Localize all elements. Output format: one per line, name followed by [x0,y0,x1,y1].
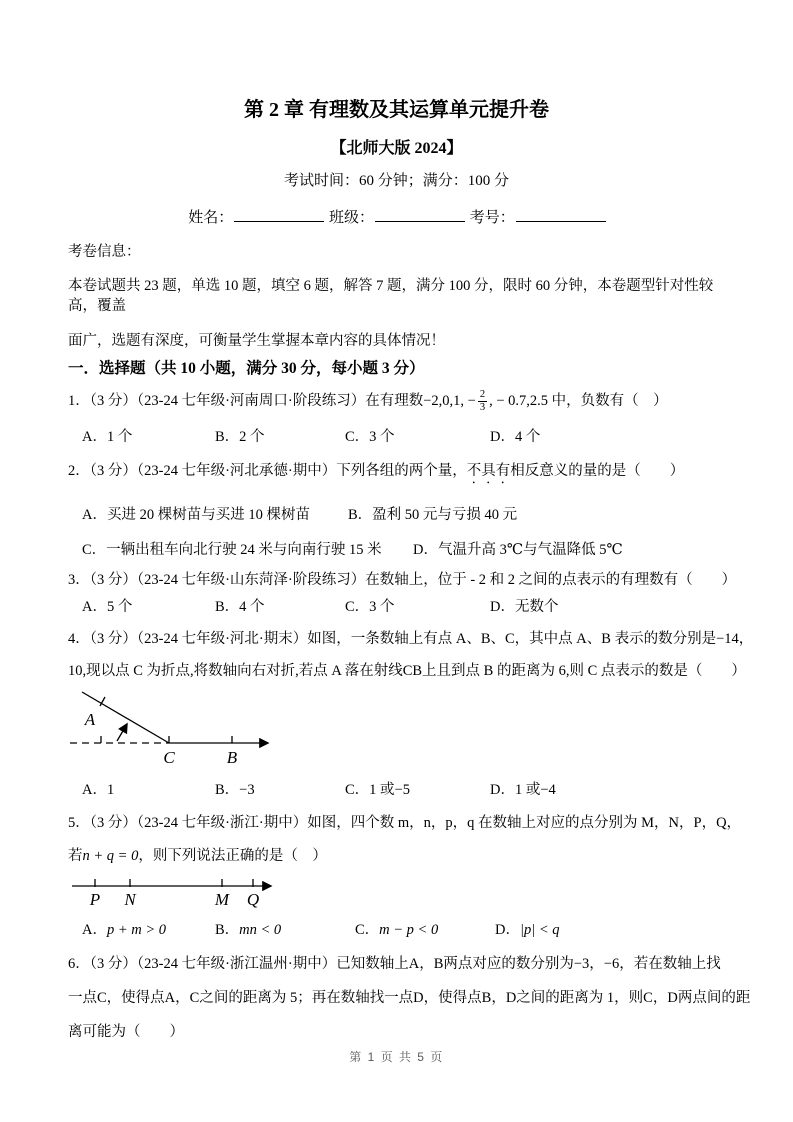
q1-text-post: , − 0.7,2.5 中，负数有（ ） [489,393,668,409]
q5-label-n: N [124,890,136,910]
question-2-options-row2 [68,540,725,560]
question-6-text-line1: 6．（3 分）（23-24 七年级·浙江温州·期中）已知数轴上A，B两点对应的数分别为−3，−6，若在数轴上找 [68,956,721,973]
page-footer: 第 1 页 共 5 页 [349,1050,444,1064]
q1-option-b: B．2 个 [215,429,265,446]
question-6-text-line3: 离可能为（ ） [68,1024,184,1041]
q5-option-d-label: D． [495,922,520,939]
q4-number-line-fold-figure [68,687,283,769]
q4-option-c: C．1 或−5 [345,782,410,799]
exam-time-score-line: 考试时间：60 分钟；满分：100 分 [283,173,509,189]
question-5-text-line2 [68,846,725,866]
q5-option-b [215,920,355,940]
q5-option-d [495,920,725,940]
q2-option-b: B．盈利 50 元与亏损 40 元 [348,507,518,524]
edition-subtitle: 【北师大版 2024】 [330,140,463,157]
question-3-text: 3．（3 分）（23-24 七年级·山东菏泽·阶段练习）在数轴上，位于 - 2 和 2 之间的点表示的有理数有（ ） [68,572,737,589]
q4-option-a: A．1 [82,782,115,799]
q5-option-a-formula: p + m > 0 [106,922,167,939]
q1-option-c: C．3 个 [345,429,395,446]
question-6-text-line2: 一点C，使得点A，C之间的距离为 5；再在数轴找一点D，使得点B，D之间的距离为 1，则C，D两点间的距 [68,990,751,1007]
q4-label-a: A [84,710,96,730]
exam-no-label: 考号： [469,210,515,226]
section-1-heading: 一．选择题（共 10 小题，满分 30 分，每小题 3 分） [68,360,425,377]
page-title: 第 2 章 有理数及其运算单元提升卷 [244,99,549,121]
q5-option-a [82,920,215,940]
paper-info-line1: 本卷试题共 23 题，单选 10 题，填空 6 题，解答 7 题，满分 100 分，限时 60 分钟，本卷题型针对性较高，覆盖 [68,278,714,314]
q2-option-a: A．买进 20 棵树苗与买进 10 棵树苗 [82,507,310,524]
q4-label-c: C [163,748,175,768]
q4-fold-direction-arrow [117,724,127,741]
q5-option-a-label: A． [82,922,107,939]
question-4-options [68,780,725,800]
q3-option-d: D．无数个 [490,599,559,616]
q1-option-d: D．4 个 [490,429,541,446]
question-2-text [68,461,725,487]
question-1-options [68,427,725,447]
q1-fraction [478,389,487,414]
question-5-options [68,920,725,940]
class-label: 班级： [328,210,374,226]
q5-option-c-formula: m − p < 0 [379,922,439,939]
q3-option-c: C．3 个 [345,599,395,616]
question-4-text-line2: 10,现以点 C 为折点,将数轴向右对折,若点 A 落在射线CB上且到点 B 的距离为 6,则 C 点表示的数是（ ） [68,663,746,680]
q3-option-b: B．4 个 [215,599,265,616]
q5-label-m: M [214,890,230,910]
name-label: 姓名： [188,210,234,226]
q4-label-b: B [226,748,238,768]
q5-line2-post: ，则下列说法正确的是（ ） [138,848,327,865]
q5-option-c [355,920,495,940]
question-1-text [68,389,725,414]
q5-number-line-figure [68,872,288,914]
question-5-text-line1: 5．（3 分）（23-24 七年级·浙江·期中）如图，四个数 m，n，p，q 在数轴上对应的点分别为 M，N，P，Q， [68,815,742,832]
q1-option-a: A．1 个 [82,429,133,446]
q2-text-pre: 2．（3 分）（23-24 七年级·河北承德·期中）下列各组的两个量， [68,463,467,480]
question-3-options [68,597,725,617]
class-blank-line [375,207,465,222]
question-2-options-row1 [68,505,725,525]
question-4-text-line1: 4．（3 分）（23-24 七年级·河北·期末）如图，一条数轴上有点 A、B、C，其中点 A、B 表示的数分别是−14， [68,631,754,648]
q4-option-b: B．−3 [215,782,255,799]
name-blank-line [234,207,324,222]
paper-info-heading: 考卷信息： [68,244,141,260]
paper-info-line2: 面广，选题有深度，可衡量学生掌握本章内容的具体情况！ [68,333,445,349]
q2-text-post: 相反意义的量的是（ ） [510,463,685,480]
q2-emphasized-text: 不具有 [466,463,511,480]
q2-option-c: C．一辆出租车向北行驶 24 米与向南行驶 15 米 [82,542,382,559]
q3-option-a: A．5 个 [82,599,133,616]
q1-fraction-denominator: 3 [479,402,486,414]
q5-option-c-label: C． [355,922,380,939]
q1-fraction-numerator: 2 [478,389,487,402]
q5-option-b-formula: mn < 0 [239,922,282,939]
q5-label-p: P [89,890,101,910]
student-info-row [68,207,725,228]
q2-option-d: D．气温升高 3℃与气温降低 5℃ [413,542,623,559]
page-content [68,95,754,1042]
q5-line2-formula: n + q = 0 [82,848,139,865]
q5-label-q: Q [246,890,260,910]
q1-text-pre: 1．（3 分）（23-24 七年级·河南周口·阶段练习）在有理数−2,0,1, − [68,393,476,409]
q5-line2-pre: 若 [68,848,83,865]
q5-option-b-label: B． [215,922,240,939]
q4-option-d: D．1 或−4 [490,782,556,799]
q5-option-d-formula: |p| < q [519,922,560,939]
exam-no-blank-line [516,207,606,222]
